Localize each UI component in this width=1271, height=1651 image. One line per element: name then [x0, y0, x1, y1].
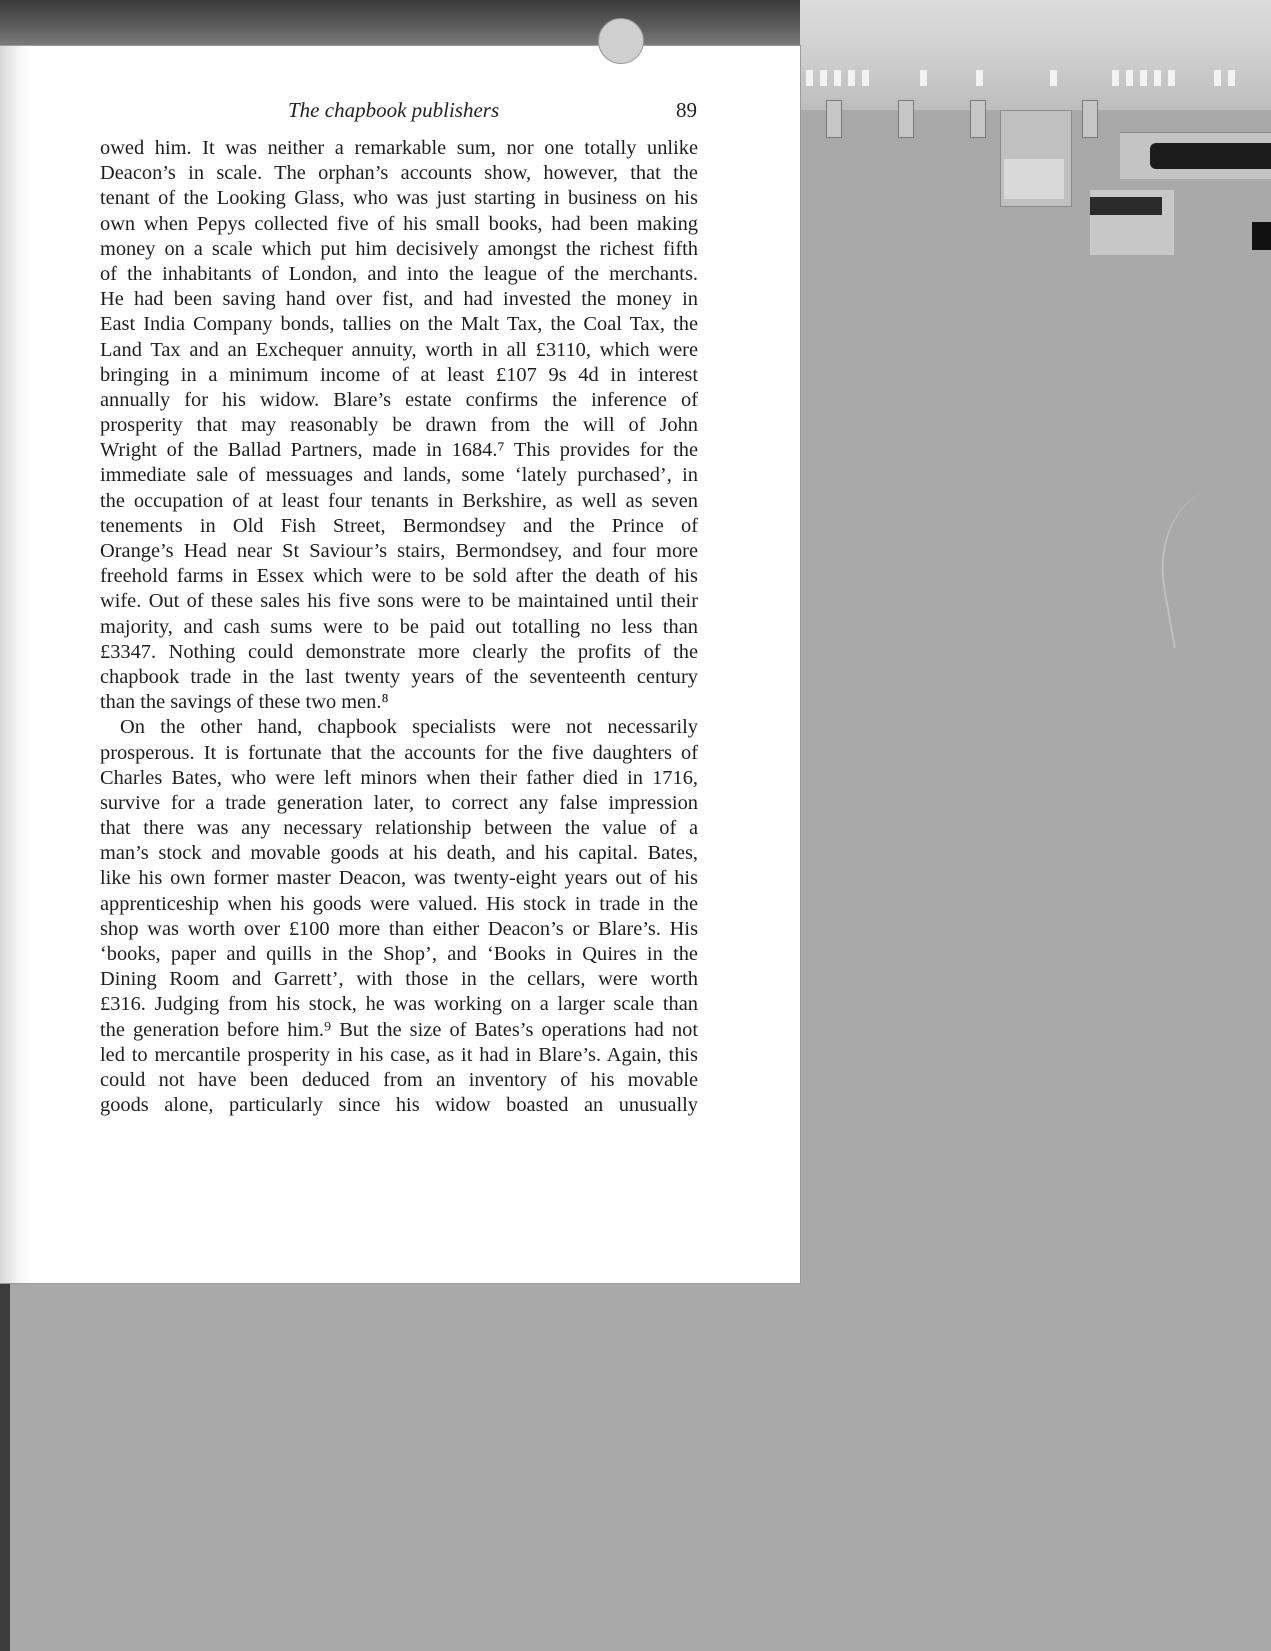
- text-line: tenements in Old Fish Street, Bermondsey and the Prince of: [100, 514, 698, 537]
- text-line: He had been saving hand over fist, and had invested the money in: [100, 288, 698, 311]
- text-line: shop was worth over £100 more than either Deacon’s or Blare’s. His: [100, 917, 698, 940]
- slot-opening: [1150, 143, 1271, 169]
- scanner-clip: [1082, 100, 1098, 138]
- text-line: the generation before him.⁹ But the size of Bates’s operations had not: [100, 1018, 698, 1041]
- text-line: £316. Judging from his stock, he was working on a larger scale than: [100, 993, 698, 1016]
- text-line: Charles Bates, who were left minors when their father died in 1716,: [100, 766, 698, 789]
- vent-slot: [1228, 70, 1235, 86]
- text-line: of the inhabitants of London, and into the league of the merchants.: [100, 262, 698, 285]
- text-line: prosperous. It is fortunate that the accounts for the five daughters of: [100, 741, 698, 764]
- text-line: tenant of the Looking Glass, who was just starting in business on his: [100, 187, 698, 210]
- text-line: could not have been deduced from an inventory of his movable: [100, 1068, 698, 1091]
- vent-slot: [1112, 70, 1119, 86]
- vent-slot: [848, 70, 855, 86]
- scanner-clip: [970, 100, 986, 138]
- text-line: survive for a trade generation later, to correct any false impression: [100, 791, 698, 814]
- text-line: goods alone, particularly since his widow boasted an unusually: [100, 1094, 698, 1117]
- text-line: Land Tax and an Exchequer annuity, worth in all £3110, which were: [100, 338, 698, 361]
- scanner-latch: [1000, 110, 1072, 207]
- scanner-slot: [1120, 132, 1271, 179]
- text-line: majority, and cash sums were to be paid out totalling no less than: [100, 615, 698, 638]
- text-line: led to mercantile prosperity in his case, as it had in Blare’s. Again, this: [100, 1043, 698, 1066]
- scanner-top-strip: [800, 0, 1271, 110]
- text-line: prosperity that may reasonably be drawn from the will of John: [100, 414, 698, 437]
- vent-slot: [1050, 70, 1057, 86]
- vent-slot: [1154, 70, 1161, 86]
- text-line: chapbook trade in the last twenty years of the seventeenth century: [100, 665, 698, 688]
- vent-slot: [1214, 70, 1221, 86]
- text-line: man’s stock and movable goods at his death, and his capital. Bates,: [100, 842, 698, 865]
- punch-hole: [598, 18, 644, 64]
- text-line: bringing in a minimum income of at least £107 9s 4d in interest: [100, 363, 698, 386]
- text-line: Deacon’s in scale. The orphan’s accounts show, however, that the: [100, 162, 698, 185]
- latch-window: [1004, 159, 1064, 199]
- text-line: immediate sale of messuages and lands, some ‘lately purchased’, in: [100, 464, 698, 487]
- page-number: 89: [676, 98, 697, 122]
- running-title: The chapbook publishers: [288, 98, 500, 122]
- text-line: that there was any necessary relationship between the value of a: [100, 817, 698, 840]
- text-line: East India Company bonds, tallies on the Malt Tax, the Coal Tax, the: [100, 313, 698, 336]
- scanner-edge: [1252, 222, 1271, 250]
- scanner-clip: [898, 100, 914, 138]
- binding-shadow: [0, 46, 30, 1283]
- text-line: own when Pepys collected five of his small books, had been making: [100, 212, 698, 235]
- text-line: Wright of the Ballad Partners, made in 1684.⁷ This provides for the: [100, 439, 698, 462]
- text-line: annually for his widow. Blare’s estate confirms the inference of: [100, 388, 698, 411]
- scanner-clip: [826, 100, 842, 138]
- vent-slot: [1168, 70, 1175, 86]
- vent-slot: [976, 70, 983, 86]
- text-line: wife. Out of these sales his five sons were to be maintained until their: [100, 590, 698, 613]
- vent-slot: [1140, 70, 1147, 86]
- vent-slot: [862, 70, 869, 86]
- text-line: money on a scale which put him decisively amongst the richest fifth: [100, 237, 698, 260]
- text-line: ‘books, paper and quills in the Shop’, and ‘Books in Quires in the: [100, 943, 698, 965]
- body-text: [100, 136, 698, 1118]
- text-line: £3347. Nothing could demonstrate more clearly the profits of the: [100, 640, 698, 663]
- text-line: Orange’s Head near St Saviour’s stairs, Bermondsey, and four more: [100, 540, 698, 562]
- text-line: than the savings of these two men.⁸: [100, 691, 389, 714]
- text-line: freehold farms in Essex which were to be sold after the death of his: [100, 565, 698, 588]
- scanner-edge-left: [0, 1283, 10, 1651]
- glass-scratch: [1148, 481, 1271, 648]
- vent-slot: [1126, 70, 1133, 86]
- text-line: owed him. It was neither a remarkable sum, nor one totally unlike: [100, 137, 698, 159]
- text-line: Dining Room and Garrett’, with those in the cellars, were worth: [100, 968, 698, 991]
- text-line: like his own former master Deacon, was twenty-eight years out of his: [100, 867, 698, 890]
- vent-slot: [920, 70, 927, 86]
- text-line: On the other hand, chapbook specialists were not necessarily: [120, 716, 698, 739]
- text-line: apprenticeship when his goods were valued. His stock in trade in the: [100, 892, 698, 915]
- running-head: [0, 98, 800, 122]
- scanner-bar: [1090, 197, 1162, 215]
- vent-slot: [806, 70, 813, 86]
- vent-slot: [820, 70, 827, 86]
- text-line: the occupation of at least four tenants in Berkshire, as well as seven: [100, 489, 698, 512]
- book-page: [0, 46, 800, 1283]
- scanner-lid-shadow: [0, 0, 800, 46]
- vent-slot: [834, 70, 841, 86]
